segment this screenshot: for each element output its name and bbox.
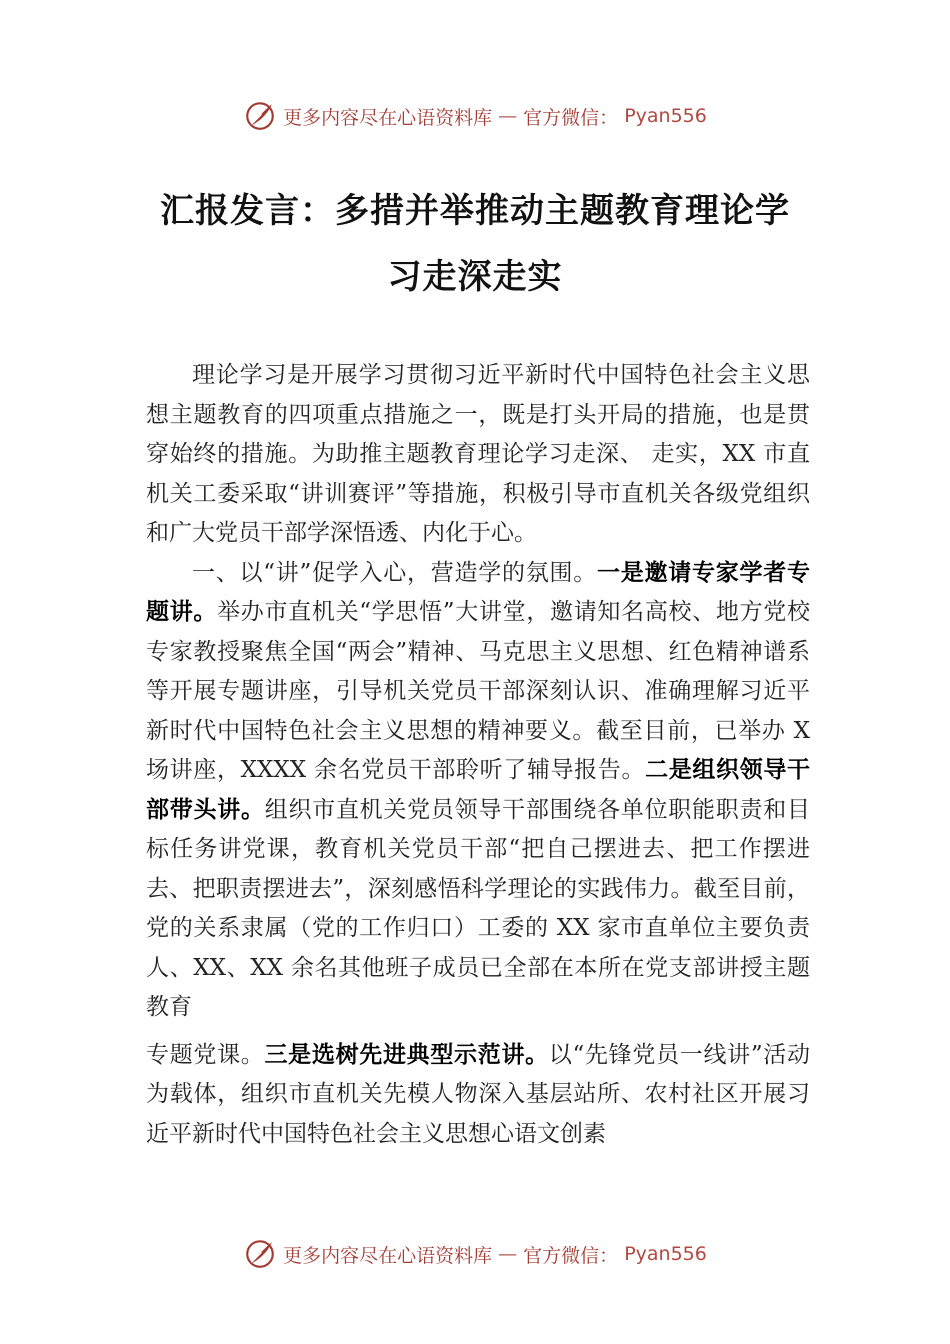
watermark-wechat: Pyan556 <box>624 105 707 127</box>
watermark-label: 官方微信： <box>523 1244 619 1267</box>
quill-logo-icon <box>243 99 277 133</box>
watermark-text: 更多内容尽在心语资料库 <box>283 1244 493 1267</box>
watermark-text: 更多内容尽在心语资料库 <box>283 106 493 129</box>
point-one-bold: 一是邀请专家学者专题讲。 <box>146 559 810 625</box>
point-two-text: 组织市直机关党员领导干部围绕各单位职能职责和目标任务讲党课，教育机关党员干部“把自己摆进去、把工作摆进去、把职责摆进去”，深刻感悟科学理论的实践伟力。截至目前，党的关系隶属（党的工作归口）工委的 XX 家市直单位主要负责人、XX、XX 余名其他班子成员已全部在本所在党支部讲授主题教育 <box>146 796 811 1020</box>
point-three-bold: 三是选树先进典型示范讲。 <box>264 1041 549 1068</box>
point-one-text: 举办市直机关“学思悟”大讲堂，邀请知名高校、地方党校专家教授聚焦全国“两会”精神、马克思主义思想、红色精神谱系等开展专题讲座，引导机关党员干部深刻认识、准确理解习近平新时代中国特色社会主义思想的精神要义。截至目前，已举办 X 场讲座，XXXX 余名党员干部聆听了辅导报告。 <box>146 599 810 783</box>
title-line-2: 习走深走实 <box>387 257 563 297</box>
watermark-wechat: Pyan556 <box>624 1243 707 1265</box>
point-two-bold: 二是组织领导干部带头讲。 <box>146 757 811 823</box>
document-title <box>0 178 950 310</box>
paragraph-section-one <box>146 554 810 1028</box>
watermark-label: 官方微信： <box>523 106 619 129</box>
continuation-text: 专题党课。 <box>146 1041 265 1068</box>
section-one-heading: 一、以“讲”促学入心，营造学的氛围。 <box>192 559 597 586</box>
watermark-header <box>0 96 950 136</box>
paragraph-continuation <box>146 1036 810 1155</box>
paragraph-intro: 理论学习是开展学习贯彻习近平新时代中国特色社会主义思想主题教育的四项重点措施之一，既是打头开局的措施，也是贯穿始终的措施。为助推主题教育理论学习走深、 走实，XX 市直机关工委采取“讲训赛评”等措施，积极引导市直机关各级党组织和广大党员干部学深悟透、内化于心。 <box>146 362 810 546</box>
title-line-1: 汇报发言：多措并举推动主题教育理论学 <box>160 191 790 231</box>
watermark-separator: — <box>498 1243 518 1265</box>
watermark-footer <box>0 1234 950 1274</box>
quill-logo-icon <box>243 1237 277 1271</box>
document-body <box>146 356 810 1154</box>
point-three-text: 以“先锋党员一线讲”活动为载体，组织市直机关先模人物深入基层站所、农村社区开展习近平新时代中国特色社会主义思想心语文创素 <box>146 1041 810 1147</box>
watermark-separator: — <box>498 105 518 127</box>
